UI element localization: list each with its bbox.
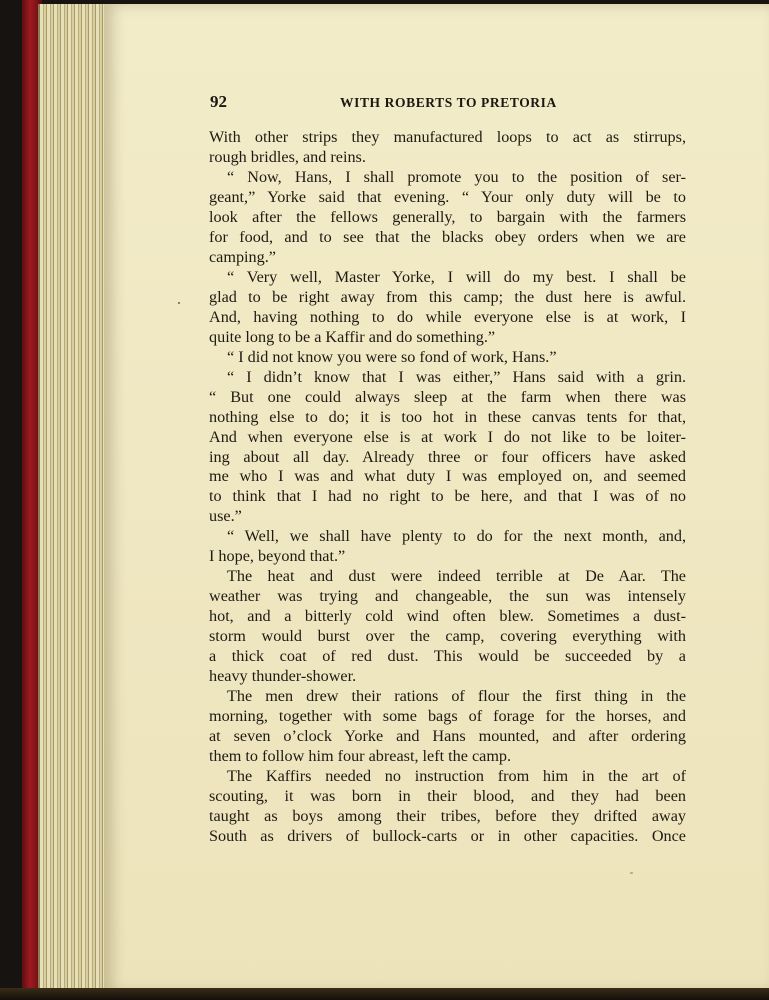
text-line: weather was trying and changeable, the sun was intensely bbox=[209, 587, 686, 606]
text-line: camping.” bbox=[209, 247, 276, 266]
text-line: ing about all day. Already three or four officers have asked bbox=[209, 447, 686, 466]
text-line: heavy thunder-shower. bbox=[209, 667, 357, 686]
text-line: “ Well, we shall have plenty to do for the next month, and, bbox=[227, 527, 686, 546]
page-number: 92 bbox=[210, 92, 227, 111]
text-line: geant,” Yorke said that evening. “ Your only duty will be to bbox=[209, 187, 686, 206]
text-line: And, having nothing to do while everyone else is at work, I bbox=[209, 307, 686, 326]
text-line: me who I was and what duty I was employed on, and seemed bbox=[209, 467, 686, 486]
text-line: quite long to be a Kaffir and do something.” bbox=[209, 327, 496, 346]
text-line: for food, and to see that the blacks obey orders when we are bbox=[209, 227, 686, 246]
text-line: The men drew their rations of flour the first thing in the bbox=[227, 687, 686, 706]
text-line: With other strips they manufactured loops to act as stirrups, bbox=[209, 128, 686, 146]
text-line: “ But one could always sleep at the farm when there was bbox=[209, 387, 686, 406]
text-line: The Kaffirs needed no instruction from him in the art of bbox=[227, 767, 686, 785]
text-line: nothing else to do; it is too hot in these canvas tents for that, bbox=[209, 407, 686, 426]
paper-speck bbox=[178, 302, 180, 304]
text-line: The heat and dust were indeed terrible at De Aar. The bbox=[227, 567, 686, 586]
text-line: storm would burst over the camp, covering everything with bbox=[209, 627, 686, 646]
running-title: WITH ROBERTS TO PRETORIA bbox=[340, 95, 557, 110]
paper-speck bbox=[630, 872, 633, 874]
running-head bbox=[210, 92, 688, 114]
bottom-shadow bbox=[0, 988, 769, 1000]
text-line: “ Now, Hans, I shall promote you to the position of ser- bbox=[227, 167, 686, 186]
text-line: I hope, beyond that.” bbox=[209, 547, 346, 566]
text-line: look after the fellows generally, to bargain with the farmers bbox=[209, 207, 686, 226]
text-line: “ Very well, Master Yorke, I will do my best. I shall be bbox=[227, 267, 686, 286]
text-line: “ I did not know you were so fond of work, Hans.” bbox=[227, 347, 557, 366]
text-line: at seven o’clock Yorke and Hans mounted, and after ordering bbox=[209, 727, 686, 746]
text-line: scouting, it was born in their blood, and they had been bbox=[209, 786, 686, 805]
text-line: use.” bbox=[209, 507, 242, 526]
text-line: rough bridles, and reins. bbox=[209, 147, 366, 166]
page-stack-edges bbox=[38, 4, 112, 990]
text-line: glad to be right away from this camp; the dust here is awful. bbox=[209, 287, 686, 306]
text-line: a thick coat of red dust. This would be succeeded by a bbox=[209, 647, 686, 666]
text-line: “ I didn’t know that I was either,” Hans said with a grin. bbox=[227, 367, 686, 386]
text-line: taught as boys among their tribes, before they drifted away bbox=[209, 806, 686, 825]
text-line: And when everyone else is at work I do not like to be loiter- bbox=[209, 427, 686, 446]
text-line: them to follow him four abreast, left the camp. bbox=[209, 747, 512, 766]
text-line: to think that I had no right to be here, and that I was of no bbox=[209, 487, 686, 506]
text-line: South as drivers of bullock-carts or in other capacities. Once bbox=[209, 826, 686, 845]
body-text bbox=[209, 128, 686, 847]
text-line: morning, together with some bags of forage for the horses, and bbox=[209, 707, 686, 726]
text-line: hot, and a bitterly cold wind often blew. Sometimes a dust- bbox=[209, 607, 686, 626]
